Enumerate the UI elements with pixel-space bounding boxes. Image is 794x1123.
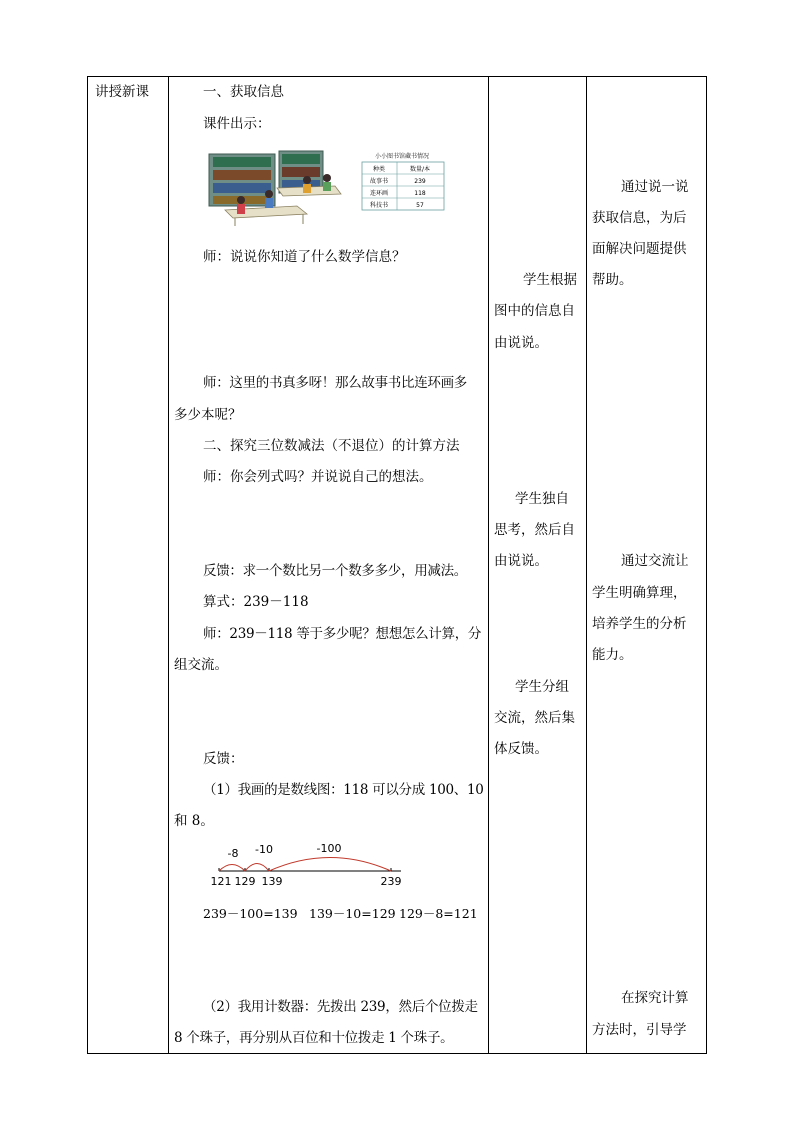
teacher-question-4-cont: 组交流。	[174, 657, 228, 673]
student-activity-2: 思考，然后自	[494, 522, 575, 538]
column-divider	[488, 77, 489, 1053]
design-intent-1: 获取信息，为后	[592, 210, 687, 226]
jump-label: -10	[255, 843, 273, 856]
student-activity-2: 学生独自	[515, 491, 569, 507]
stats-cell: 57	[416, 202, 424, 209]
tick-label: 239	[380, 875, 402, 888]
number-line-diagram	[203, 838, 403, 890]
teacher-question-3: 师：你会列式吗？并说说自己的想法。	[203, 469, 433, 485]
column-divider	[168, 77, 169, 1053]
design-intent-3: 在探究计算	[621, 990, 689, 1006]
equation: 239－100=139	[203, 906, 298, 921]
heading-get-info: 一、获取信息	[203, 84, 284, 100]
jump-label: -8	[227, 847, 239, 860]
design-intent-3: 方法时，引导学	[592, 1022, 687, 1038]
teacher-question-1: 师：说说你知道了什么数学信息？	[203, 249, 406, 265]
student-activity-1: 学生根据	[523, 272, 577, 288]
tick-label: 139	[261, 875, 283, 888]
stats-header-kind: 种类	[372, 166, 386, 173]
design-intent-1: 面解决问题提供	[592, 241, 687, 257]
equation: 139－10=129	[309, 906, 396, 921]
feedback-2: 反馈：	[203, 751, 244, 767]
method-2: （2）我用计数器：先拨出 239，然后个位拨走	[203, 999, 478, 1015]
method-2-cont: 8 个珠子，再分别从百位和十位拨走 1 个珠子。	[174, 1030, 454, 1046]
jump-arc-100	[269, 858, 391, 872]
jump-arc-8	[219, 865, 245, 872]
jump-arc-10	[245, 864, 269, 872]
stats-table-title: 小小图书馆藏书情况	[374, 153, 430, 160]
tick-label: 121	[210, 875, 232, 888]
stats-header-count: 数量/本	[409, 166, 431, 173]
student-activity-3: 交流，然后集	[494, 710, 575, 726]
stats-cell: 故事书	[369, 178, 389, 185]
design-intent-2: 培养学生的分析	[592, 616, 687, 632]
design-intent-1: 通过说一说	[621, 179, 689, 195]
design-intent-1: 帮助。	[592, 272, 633, 288]
stats-cell: 科技书	[369, 202, 389, 209]
student-activity-2: 由说说。	[494, 553, 548, 569]
library-illustration	[207, 148, 447, 228]
jump-label: -100	[316, 842, 342, 855]
stats-cell: 连环画	[369, 190, 389, 197]
heading-explore: 二、探究三位数减法（不退位）的计算方法	[203, 438, 460, 454]
method-1: （1）我画的是数线图：118 可以分成 100、10	[203, 782, 484, 798]
tick-label: 129	[234, 875, 256, 888]
teacher-question-2: 师：这里的书真多呀！那么故事书比连环画多	[203, 375, 467, 391]
formula: 算式：239－118	[203, 594, 309, 610]
stats-cell: 239	[414, 178, 426, 185]
student-activity-1: 图中的信息自	[494, 303, 575, 319]
courseware-label: 课件出示：	[203, 116, 271, 132]
method-1-cont: 和 8。	[174, 813, 214, 829]
design-intent-2: 能力。	[592, 647, 633, 663]
equation: 129－8=121	[399, 906, 478, 921]
book-stats-table	[362, 152, 444, 210]
design-intent-2: 学生明确算理，	[592, 585, 687, 601]
student-activity-3: 体反馈。	[494, 741, 548, 757]
design-intent-2: 通过交流让	[621, 553, 689, 569]
teacher-question-2-cont: 多少本呢？	[174, 407, 242, 423]
student-activity-3: 学生分组	[515, 679, 569, 695]
stats-cell: 118	[414, 190, 426, 197]
column-divider	[586, 77, 587, 1053]
feedback-1: 反馈：求一个数比另一个数多多少，用减法。	[203, 563, 467, 579]
student-activity-1: 由说说。	[494, 335, 548, 351]
section-label: 讲授新课	[95, 84, 149, 100]
teacher-question-4: 师：239－118 等于多少呢？想想怎么计算，分	[203, 626, 482, 642]
